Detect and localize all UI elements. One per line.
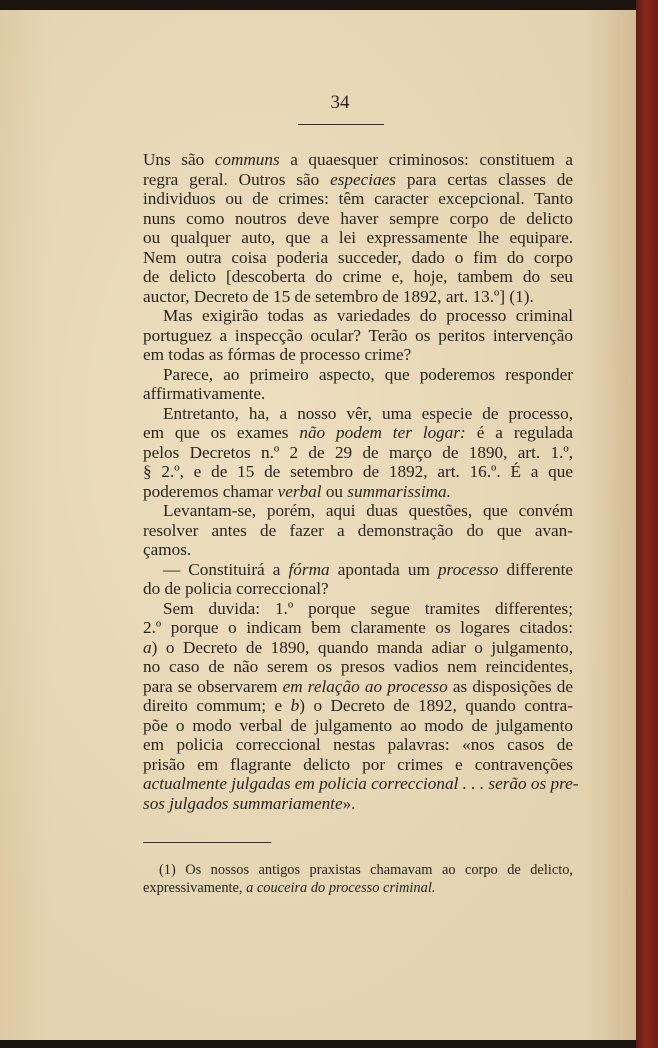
- text-run: em policia correccional nestas palavras: «nos casos de: [143, 735, 573, 754]
- text-line: [143, 423, 573, 443]
- text-line: [143, 189, 573, 209]
- text-line: [143, 287, 573, 307]
- text-run: Uns são: [143, 150, 215, 169]
- text-run: em que os exames: [143, 423, 300, 442]
- italic-text: especiaes: [330, 169, 396, 189]
- main-text: [143, 150, 579, 813]
- text-run: poderemos chamar: [143, 481, 278, 501]
- footnote: [143, 861, 573, 897]
- text-line: [143, 170, 573, 190]
- text-run: para certas classes de: [395, 169, 573, 189]
- text-run: põe o modo verbal de julgamento ao modo de julgamento: [143, 715, 573, 735]
- text-run: (1) Os nossos antigos praxistas chamavam ao corpo de delicto,: [159, 862, 573, 878]
- text-line: [143, 521, 573, 541]
- book-spine: [636, 0, 658, 1048]
- text-run: para se observarem: [143, 676, 283, 696]
- text-line: [143, 326, 573, 346]
- page-number: 34: [330, 92, 350, 113]
- italic-text: communs: [214, 150, 280, 169]
- text-line: [143, 501, 573, 521]
- text-run: apontada um: [329, 559, 438, 579]
- text-run: prisão em flagrante delicto por crimes e contravenções: [143, 754, 573, 774]
- footnote-line: [143, 861, 573, 879]
- text-run: direito commum; e: [143, 696, 291, 715]
- italic-text: a couceira do processo criminal.: [246, 880, 436, 896]
- text-run: de delicto [descoberta do crime e, hoje, tambem do seu: [143, 267, 573, 286]
- italic-text: summarissima.: [347, 481, 451, 501]
- text-line: [143, 365, 573, 385]
- italic-text: processo: [437, 559, 499, 579]
- text-line: [143, 462, 573, 482]
- text-line: [143, 677, 573, 697]
- text-line: [143, 306, 573, 326]
- text-run: 2.º porque o indicam bem claramente os logares citados:: [143, 618, 573, 637]
- text-line: [143, 599, 573, 619]
- text-line: [143, 540, 573, 560]
- text-line: [143, 638, 573, 658]
- text-line: [143, 560, 573, 580]
- text-line: [143, 696, 573, 716]
- text-run: nuns como noutros deve haver sempre corpo de delicto: [143, 208, 573, 228]
- text-run: em todas as fórmas de processo crime?: [143, 345, 412, 364]
- italic-text: fórma: [288, 559, 330, 579]
- text-run: çamos.: [143, 540, 192, 559]
- text-line: [143, 579, 573, 599]
- text-run: ».: [342, 793, 356, 813]
- text-run: § 2.º, e de 15 de setembro de 1892, art. 16.º. É a que: [143, 462, 573, 481]
- text-run: regra geral. Outros são: [143, 169, 331, 189]
- text-run: individuos ou de crimes: têm caracter excepcional. Tanto: [143, 189, 573, 208]
- italic-text: a: [143, 637, 152, 657]
- text-run: expressivamente,: [143, 880, 247, 896]
- text-line: [143, 228, 573, 248]
- text-run: Levantam-se, porém, aqui duas questões, que convém: [163, 501, 573, 520]
- italic-text: actualmente julgadas em policia correccional . . . serão os pre-: [143, 774, 579, 793]
- italic-text: não podem ter logar:: [299, 423, 466, 442]
- text-line: [143, 267, 573, 287]
- text-line: [143, 716, 573, 736]
- text-line: [143, 618, 573, 638]
- text-run: resolver antes de fazer a demonstração do que avan-: [143, 520, 573, 540]
- italic-text: b: [290, 696, 300, 715]
- text-run: pelos Decretos n.º 2 de 29 de março de 1890, art. 1.º,: [143, 442, 573, 462]
- text-run: Sem duvida: 1.º porque segue tramites differentes;: [163, 598, 573, 618]
- text-run: do de policia correccional?: [143, 579, 329, 598]
- text-run: Nem outra coisa poderia succeder, dado o fim do corpo: [143, 247, 573, 267]
- text-line: [143, 735, 573, 755]
- text-run: as disposições de: [447, 676, 573, 696]
- text-run: Mas exigirão todas as variedades do processo criminal: [163, 306, 573, 325]
- text-line: [143, 404, 573, 424]
- italic-text: sos julgados summariamente: [143, 793, 343, 813]
- text-line: [143, 755, 573, 775]
- text-line: [143, 794, 573, 814]
- text-run: ou qualquer auto, que a lei expressamente lhe equipare.: [143, 228, 573, 247]
- text-run: — Constituirá a: [163, 559, 289, 579]
- text-line: [143, 384, 573, 404]
- italic-text: verbal: [277, 481, 322, 501]
- text-line: [143, 443, 573, 463]
- text-run: affirmativamente.: [143, 384, 266, 403]
- text-run: a quaesquer criminosos: constituem a: [279, 150, 573, 169]
- text-run: Entretanto, ha, a nosso vêr, uma especie de processo,: [163, 403, 573, 423]
- text-run: portuguez a inspecção ocular? Terão os peritos intervenção: [143, 325, 573, 345]
- text-run: ) o Decreto de 1890, quando manda adiar o julgamento,: [151, 637, 573, 657]
- italic-text: em relação ao processo: [282, 676, 448, 696]
- text-line: [143, 150, 573, 170]
- text-run: é a regulada: [465, 423, 573, 442]
- text-run: Parece, ao primeiro aspecto, que poderemos responder: [163, 364, 573, 384]
- footnote-line: [143, 879, 573, 897]
- text-line: [143, 345, 573, 365]
- text-line: [143, 248, 573, 268]
- text-line: [143, 482, 573, 502]
- text-line: [143, 657, 573, 677]
- text-run: ) o Decreto de 1892, quando contra-: [299, 696, 573, 715]
- header-rule: [298, 124, 384, 125]
- book-page: [0, 10, 636, 1040]
- footnote-rule: [143, 842, 271, 843]
- text-line: [143, 209, 573, 229]
- text-run: differente: [498, 559, 573, 579]
- text-line: [143, 774, 579, 794]
- text-run: no caso de não serem os presos vadios nem reincidentes,: [143, 657, 573, 676]
- text-run: ou: [321, 481, 348, 501]
- text-run: auctor, Decreto de 15 de setembro de 1892, art. 13.º] (1).: [143, 286, 534, 306]
